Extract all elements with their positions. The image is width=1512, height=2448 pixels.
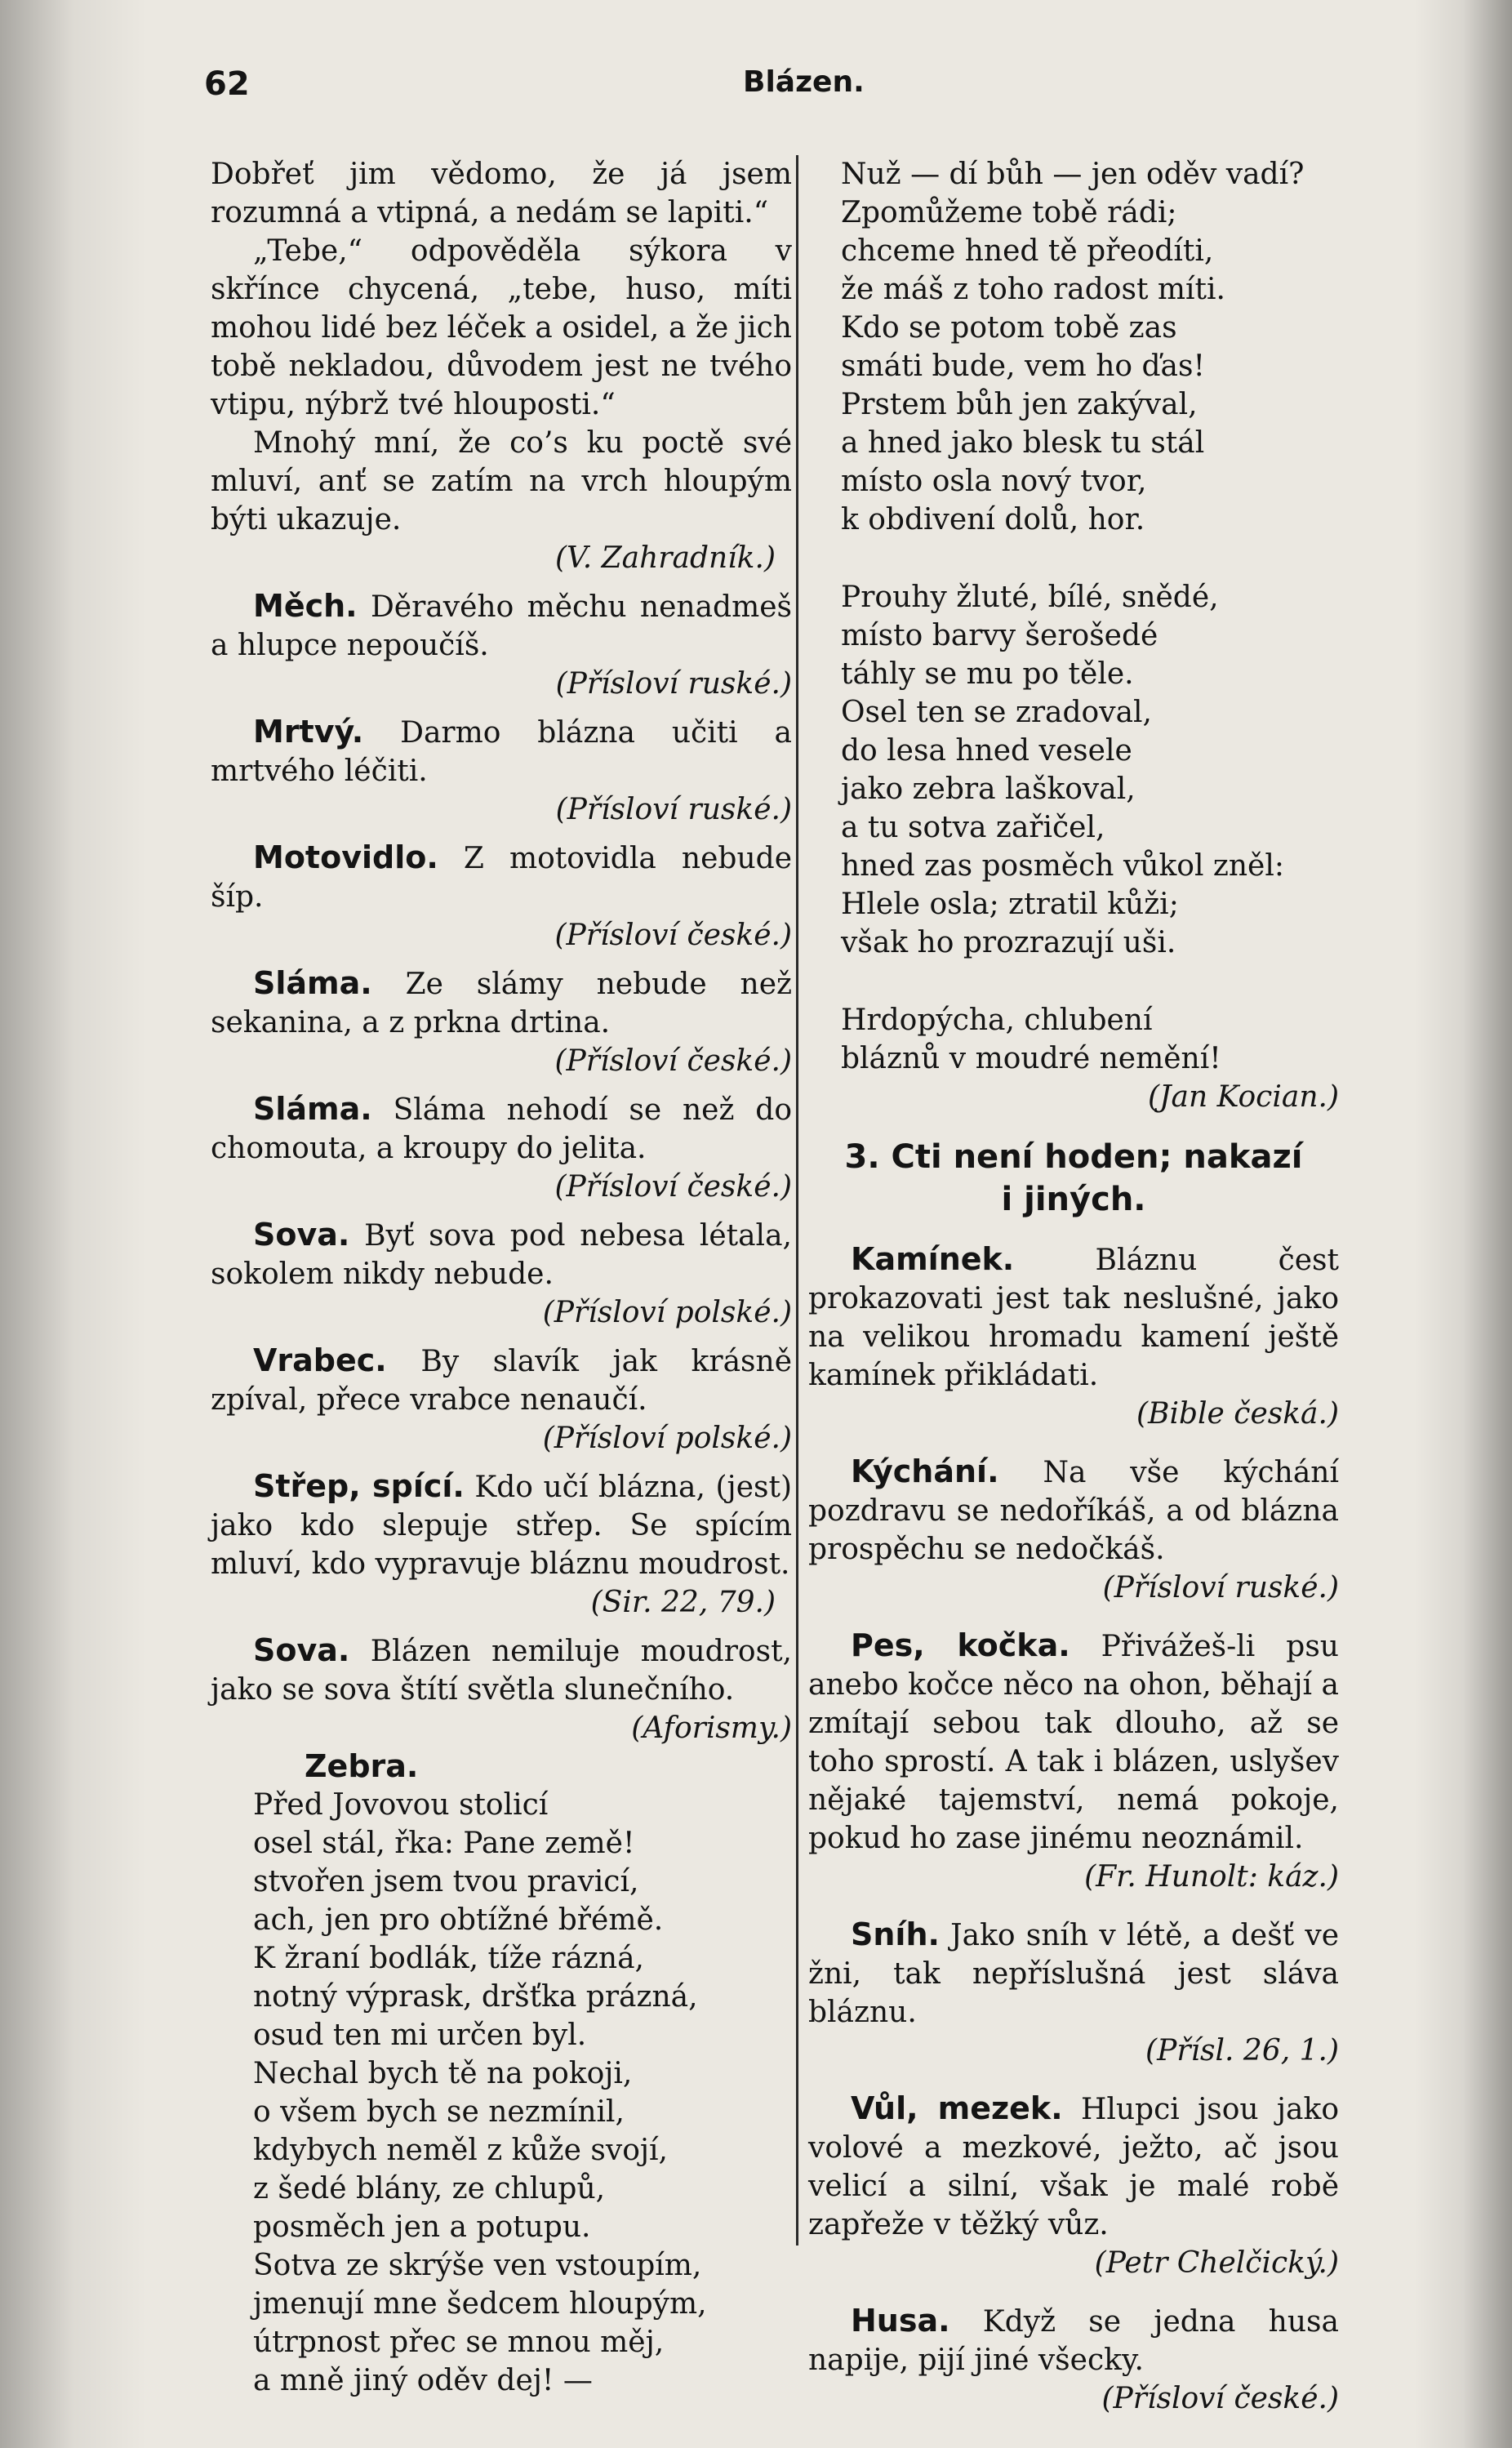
proverb-entry	[211, 587, 792, 703]
poem-line: místo osla nový tvor,	[841, 465, 1147, 498]
proverb-entry	[808, 2302, 1339, 2418]
poem-line: a hned jako blesk tu stál	[841, 426, 1205, 460]
proverb-entry	[211, 1342, 792, 1458]
poem-line: Prouhy žluté, bílé, snědé,	[841, 581, 1219, 614]
entry-text: Sláma nehodí se než do chomouta, a kroupy do jelita.	[211, 1093, 792, 1165]
entry-keyword: Vůl, mezek.	[851, 2090, 1063, 2126]
entry-text: By slavík jak krásně zpíval, přece vrabce nenaučí.	[211, 1345, 792, 1417]
column-divider	[796, 155, 798, 2245]
proverb-entry	[211, 964, 792, 1080]
entry-text: Bláznu čest prokazovati jest tak neslušné, jako na velikou hromadu kamení ještě kamínek přikládati.	[808, 1244, 1339, 1392]
proverb-entry	[808, 2090, 1339, 2282]
proverb-entry	[808, 1916, 1339, 2070]
entry-keyword: Sláma.	[253, 1091, 372, 1127]
paragraph: „Tebe,“ odpověděla sýkora v skřínce chycená, „tebe, huso, míti mohou lidé bez léček a osidel, a že jich tobě nekladou, důvodem jest ne tvého vtipu, nýbrž tvé hlouposti.“	[211, 234, 792, 421]
source-citation: (Přísloví polské.)	[542, 1296, 792, 1329]
entry-text: Na vše kýchání pozdravu se nedoříkáš, a od blázna prospěchu se nedočkáš.	[808, 1456, 1339, 1566]
poem-line: a tu sotva zařičel,	[841, 811, 1105, 844]
poem-continued	[808, 155, 1339, 539]
poem-line: Sotva ze skrýše ven vstoupím,	[253, 2249, 702, 2282]
entry-text: Jako sníh v létě, a dešť ve žni, tak nepříslušná jest sláva bláznu.	[808, 1919, 1340, 2029]
entry-text: Ze slámy nebude než sekanina, a z prkna drtina.	[211, 968, 792, 1039]
source-citation: (Přísloví české.)	[554, 1170, 792, 1204]
entry-text: Darmo blázna učiti a mrtvého léčiti.	[211, 716, 792, 788]
proverb-entry	[211, 1090, 792, 1206]
proverb-entry	[211, 839, 792, 955]
entry-keyword: Motovidlo.	[253, 839, 438, 875]
source-citation: (Přísloví české.)	[554, 919, 792, 952]
paragraph: Mnohý mní, že co’s ku poctě své mluví, anť se zatím na vrch hloupým býti ukazuje.	[211, 426, 792, 536]
entry-text: Hlupci jsou jako volové a mezkové, ježto, ač jsou velicí a silní, však je malé robě zapřeže v těžký vůz.	[808, 2093, 1339, 2241]
section-heading: 3. Cti není hoden; nakazí	[844, 1138, 1303, 1176]
poem-line: táhly se mu po těle.	[841, 657, 1134, 691]
proverb-entry	[211, 1467, 792, 1622]
entry-text: Kdo učí blázna, (jest) jako kdo slepuje střep. Se spícím mluví, kdo vypravuje bláznu moudrost.	[211, 1471, 792, 1581]
poem-line: však ho prozrazují uši.	[841, 926, 1176, 959]
poem-line: chceme hned tě přeodíti,	[841, 234, 1214, 268]
poem-line: smáti bude, vem ho ďas!	[841, 349, 1205, 383]
source-citation: (Aforismy.)	[631, 1711, 792, 1745]
poem-line: a mně jiný oděv dej! —	[253, 2364, 593, 2397]
source-citation: (Přísloví polské.)	[542, 1422, 792, 1455]
poem-line: z šedé blány, ze chlupů,	[253, 2172, 606, 2205]
left-column	[211, 155, 792, 2400]
entry-text: Přivážeš-li psu anebo kočce něco na ohon, běhají a zmítají sebou tak dlouho, až se toho sprostí. A tak i blázen, uslyšev nějaké tajemství, nemá pokoje, pokud ho zase jinému neoznámil.	[808, 1630, 1339, 1855]
poem-line: hned zas posměch vůkol zněl:	[841, 849, 1285, 883]
poem-moral	[808, 1001, 1339, 1078]
poem-line: o všem bych se nezmínil,	[253, 2095, 625, 2129]
entry-keyword: Vrabec.	[253, 1342, 387, 1378]
poem-line: ach, jen pro obtížné břémě.	[253, 1903, 664, 1937]
poem-line: bláznů v moudré nemění!	[841, 1042, 1221, 1075]
proverb-entry	[211, 1631, 792, 1747]
source-citation: (Fr. Hunolt: káz.)	[1084, 1860, 1339, 1894]
source-citation: (Přísloví ruské.)	[555, 793, 792, 826]
entry-keyword: Kýchání.	[851, 1453, 999, 1489]
entry-text: Když se jedna husa napije, pijí jiné všecky.	[808, 2305, 1339, 2377]
poem-line: Nechal bych tě na pokoji,	[253, 2057, 633, 2090]
poem-line: Před Jovovou stolicí	[253, 1788, 549, 1822]
poem-line: místo barvy šerošedé	[841, 619, 1158, 652]
poem-line: osel stál, řka: Pane země!	[253, 1827, 635, 1860]
poem-line: jako zebra laškoval,	[841, 772, 1136, 806]
proverb-entry	[211, 713, 792, 829]
poem-line: Nuž — dí bůh — jen oděv vadí?	[841, 158, 1305, 191]
paragraph: Dobřeť jim vědomo, že já jsem rozumná a vtipná, a nedám se lapiti.“	[211, 158, 792, 229]
poem-line: že máš z toho radost míti.	[841, 273, 1225, 306]
entry-text: Byť sova pod nebesa létala, sokolem nikdy nebude.	[211, 1219, 792, 1291]
entry-keyword: Husa.	[851, 2303, 950, 2339]
running-head: Blázen.	[743, 65, 865, 99]
page-number: 62	[204, 65, 250, 103]
poem-line: Zpomůžeme tobě rádi;	[841, 196, 1177, 229]
poem-line: k obdivení dolů, hor.	[841, 503, 1145, 536]
entry-keyword: Střep, spící.	[253, 1468, 465, 1504]
source-citation: (Přísl. 26, 1.)	[1145, 2034, 1339, 2067]
source-citation: (Přísloví ruské.)	[555, 667, 792, 701]
poem-line: jmenují mne šedcem hloupým,	[253, 2287, 707, 2321]
section-heading-cont: i jiných.	[1001, 1181, 1146, 1218]
poem-line: Hlele osla; ztratil kůži;	[841, 888, 1179, 921]
poem-line: K žraní bodlák, tíže rázná,	[253, 1942, 644, 1975]
entry-keyword: Sova.	[253, 1217, 350, 1253]
poem-line: osud ten mi určen byl.	[253, 2018, 587, 2052]
entry-keyword: Kamínek.	[851, 1241, 1015, 1277]
entry-keyword: Sláma.	[253, 965, 372, 1001]
source-citation: (Přísloví ruské.)	[1102, 1571, 1339, 1605]
page-header	[204, 65, 1347, 114]
source-citation: (Bible česká.)	[1136, 1397, 1339, 1431]
poem-line: do lesa hned vesele	[841, 734, 1132, 768]
poem-title: Zebra.	[305, 1748, 419, 1784]
poem-line: útrpnost přec se mnou měj,	[253, 2326, 665, 2359]
poem-line: Kdo se potom tobě zas	[841, 311, 1177, 345]
entry-keyword: Měch.	[253, 588, 358, 624]
source-citation: (Petr Chelčický.)	[1094, 2246, 1339, 2280]
poem-line: posměch jen a potupu.	[253, 2210, 591, 2244]
poem-zebra	[211, 1786, 792, 2400]
proverb-entry	[808, 1240, 1339, 1433]
entry-keyword: Mrtvý.	[253, 714, 364, 750]
entry-keyword: Pes, kočka.	[851, 1627, 1070, 1663]
poem-line: kdybych neměl z kůže svojí,	[253, 2134, 668, 2167]
poem-line: Hrdopýcha, chlubení	[841, 1004, 1153, 1037]
poem-line: notný výprask, dršťka prázná,	[253, 1980, 698, 2014]
source-citation: (Sir. 22, 79.)	[590, 1586, 776, 1619]
source-citation: (Jan Kocian.)	[1148, 1080, 1339, 1114]
entry-text: Blázen nemiluje moudrost, jako se sova štítí světla slunečního.	[211, 1635, 792, 1707]
right-column	[808, 155, 1339, 2418]
source-citation: (Přísloví české.)	[1101, 2382, 1339, 2415]
source-citation: (Přísloví české.)	[554, 1044, 792, 1078]
entry-text: Z motovidla nebude šíp.	[211, 842, 792, 914]
entry-keyword: Sníh.	[851, 1916, 940, 1952]
entry-keyword: Sova.	[253, 1632, 350, 1668]
poem-line: Osel ten se zradoval,	[841, 696, 1152, 729]
entry-text: Děravého měchu nenadmeš a hlupce nepoučíš.	[211, 590, 792, 662]
poem-line: stvořen jsem tvou pravicí,	[253, 1865, 639, 1898]
poem-stanza	[808, 578, 1339, 962]
poem-line: Prstem bůh jen zakýval,	[841, 388, 1198, 421]
proverb-entry	[808, 1627, 1339, 1896]
proverb-entry	[808, 1453, 1339, 1607]
source-citation: (V. Zahradník.)	[554, 541, 776, 575]
proverb-entry	[211, 1216, 792, 1332]
